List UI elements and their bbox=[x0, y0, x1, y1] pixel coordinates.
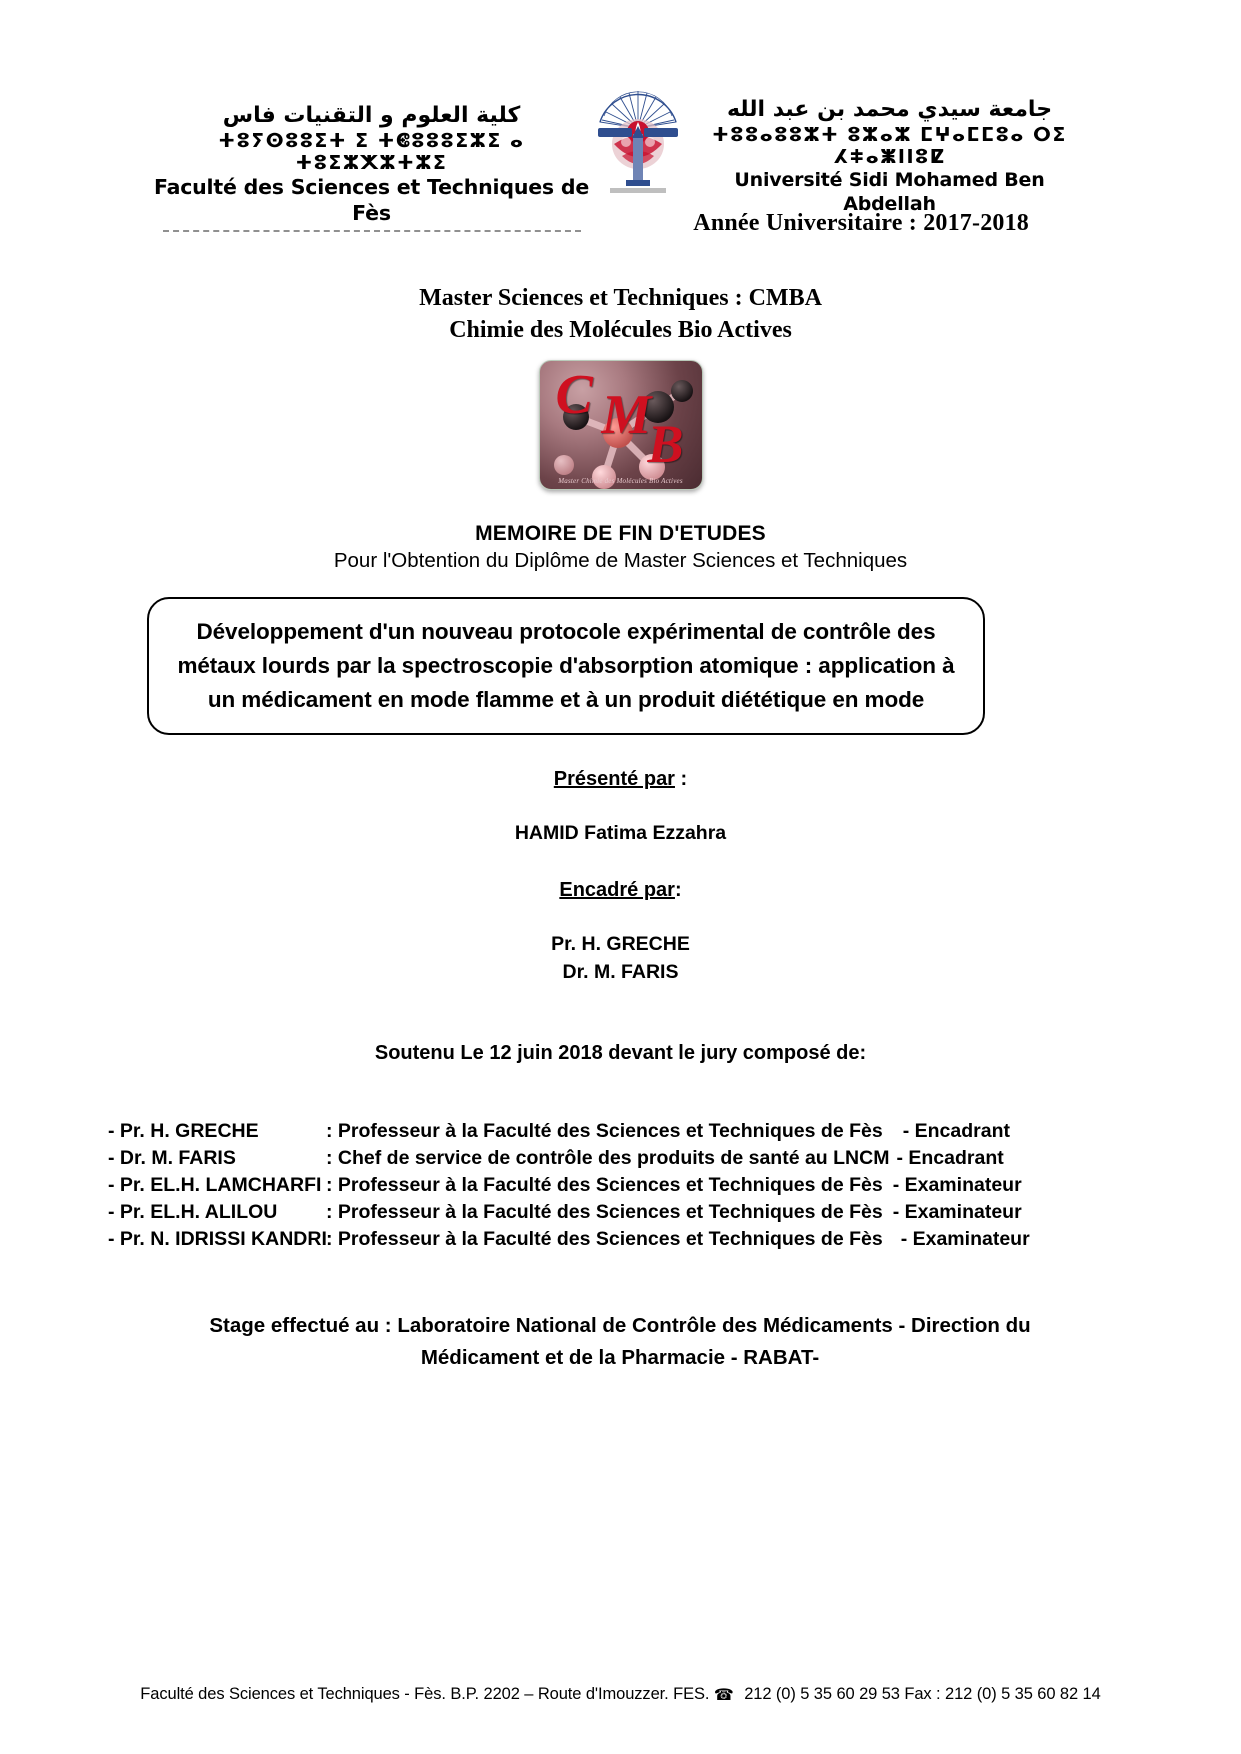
page-footer bbox=[0, 1685, 1241, 1704]
jury-row bbox=[108, 1122, 1128, 1149]
university-name-arabic: جامعة سيدي محمد بن عبد الله bbox=[726, 97, 1053, 122]
thesis-title-line-1: Développement d'un nouveau protocole expérimental de contrôle des bbox=[196, 618, 936, 644]
jury-member-name: - Pr. EL.H. LAMCHARFI bbox=[108, 1174, 322, 1196]
jury-member-name: - Pr. N. IDRISSI KANDRI bbox=[108, 1228, 327, 1250]
footer-address: Faculté des Sciences et Techniques - Fès. B.P. 2202 – Route d'Imouzzer. FES. bbox=[140, 1685, 710, 1703]
jury-row bbox=[108, 1203, 1128, 1230]
thesis-title-text bbox=[155, 615, 976, 718]
jury-member-name: - Dr. M. FARIS bbox=[108, 1147, 236, 1169]
master-program-block bbox=[0, 283, 1241, 346]
jury-member-function: - Encadrant bbox=[902, 1120, 1010, 1142]
supervised-by-underlined: Encadré par bbox=[559, 879, 675, 901]
academic-year: Année Universitaire : 2017-2018 bbox=[693, 210, 1029, 236]
cmba-logo-wrapper bbox=[0, 360, 1241, 490]
supervisor-1: Pr. H. GRECHE bbox=[551, 933, 690, 955]
supervised-by-label bbox=[0, 879, 1241, 902]
faculty-name-tifinagh: ⵜⵓⵢⵙⵓⵓⵉⵜ ⵉ ⵜⵞⵓⵓⵓⵉⵣⵉ ⴰ ⵜⵓⵉⵣⵅⵣⵜⵣⵉ bbox=[218, 129, 525, 175]
jury-member-role: : Professeur à la Faculté des Sciences et Techniques de Fès bbox=[326, 1228, 883, 1250]
master-program-line-2: Chimie des Molécules Bio Actives bbox=[449, 316, 792, 343]
jury-member-function: - Examinateur bbox=[892, 1174, 1022, 1196]
presented-by-underlined: Présenté par bbox=[553, 768, 675, 790]
logo-letter-c: C bbox=[555, 364, 593, 426]
internship-block bbox=[120, 1310, 1120, 1374]
jury-member-name: - Pr. H. GRECHE bbox=[108, 1120, 259, 1142]
faculty-divider bbox=[163, 230, 581, 232]
memoire-title: MEMOIRE DE FIN D'ETUDES bbox=[475, 522, 766, 545]
faculty-name-latin: Faculté des Sciences et Techniques de Fès bbox=[153, 175, 590, 225]
logo-caption: Master Chimie des Molécules Bio Actives bbox=[558, 477, 683, 485]
logo-letter-m: M bbox=[601, 384, 652, 446]
internship-line-2: Médicament et de la Pharmacie - RABAT- bbox=[420, 1345, 820, 1369]
internship-line-1: Stage effectué au : Laboratoire National de Contrôle des Médicaments - Direction du bbox=[209, 1314, 1031, 1337]
author-name: HAMID Fatima Ezzahra bbox=[514, 822, 727, 844]
memoire-subtitle: Pour l'Obtention du Diplôme de Master Sciences et Techniques bbox=[333, 549, 908, 572]
university-seal-icon bbox=[592, 82, 684, 194]
jury-member-role: : Chef de service de contrôle des produits de santé au LNCM bbox=[326, 1147, 890, 1169]
thesis-title-box bbox=[147, 597, 985, 735]
jury-member-function: - Examinateur bbox=[900, 1228, 1030, 1250]
university-name-tifinagh: ⵜⵓⵓⴰⵓⵓⵣⵜ ⵓⵣⴰⵣ ⵎⵖⴰⵎⵎⵓⴰ ⵔⵉ ⵃⵐⴰⵥⵏⵏⵓⵇ bbox=[712, 123, 1067, 169]
jury-row bbox=[108, 1176, 1128, 1203]
supervised-by-colon: : bbox=[674, 879, 682, 901]
presented-by-label bbox=[0, 768, 1241, 791]
university-name-latin: Université Sidi Mohamed Ben Abdellah bbox=[734, 169, 1045, 215]
jury-list bbox=[108, 1122, 1128, 1257]
master-program-line-1: Master Sciences et Techniques : CMBA bbox=[419, 285, 822, 311]
jury-member-name: - Pr. EL.H. ALILOU bbox=[108, 1201, 278, 1223]
jury-member-function: - Examinateur bbox=[892, 1201, 1022, 1223]
jury-member-role: : Professeur à la Faculté des Sciences et Techniques de Fès bbox=[326, 1201, 883, 1223]
thesis-title-line-3: un médicament en mode flamme et à un produit diététique en mode bbox=[207, 687, 925, 713]
phone-icon: ☎ bbox=[713, 1685, 734, 1704]
jury-row bbox=[108, 1149, 1128, 1176]
footer-contact: 212 (0) 5 35 60 29 53 Fax : 212 (0) 5 35 60 82 14 bbox=[744, 1685, 1101, 1703]
logo-letter-b: B bbox=[647, 414, 684, 474]
university-identity-block bbox=[684, 78, 1090, 217]
jury-member-role: : Professeur à la Faculté des Sciences et Techniques de Fès bbox=[326, 1120, 883, 1142]
jury-member-function: - Encadrant bbox=[896, 1147, 1004, 1169]
jury-member-role: : Professeur à la Faculté des Sciences et Techniques de Fès bbox=[326, 1174, 883, 1196]
defense-line: Soutenu Le 12 juin 2018 devant le jury composé de: bbox=[374, 1042, 867, 1064]
supervisor-2: Dr. M. FARIS bbox=[562, 961, 679, 983]
presented-by-colon: : bbox=[674, 768, 688, 790]
faculty-name-arabic: كلية العلوم و التقنيات فاس bbox=[222, 103, 521, 128]
cmba-logo-icon bbox=[539, 360, 703, 490]
faculty-identity-block bbox=[152, 78, 592, 232]
thesis-title-line-2: métaux lourds par la spectroscopie d'absorption atomique : application à bbox=[177, 652, 955, 678]
jury-row bbox=[108, 1230, 1128, 1257]
